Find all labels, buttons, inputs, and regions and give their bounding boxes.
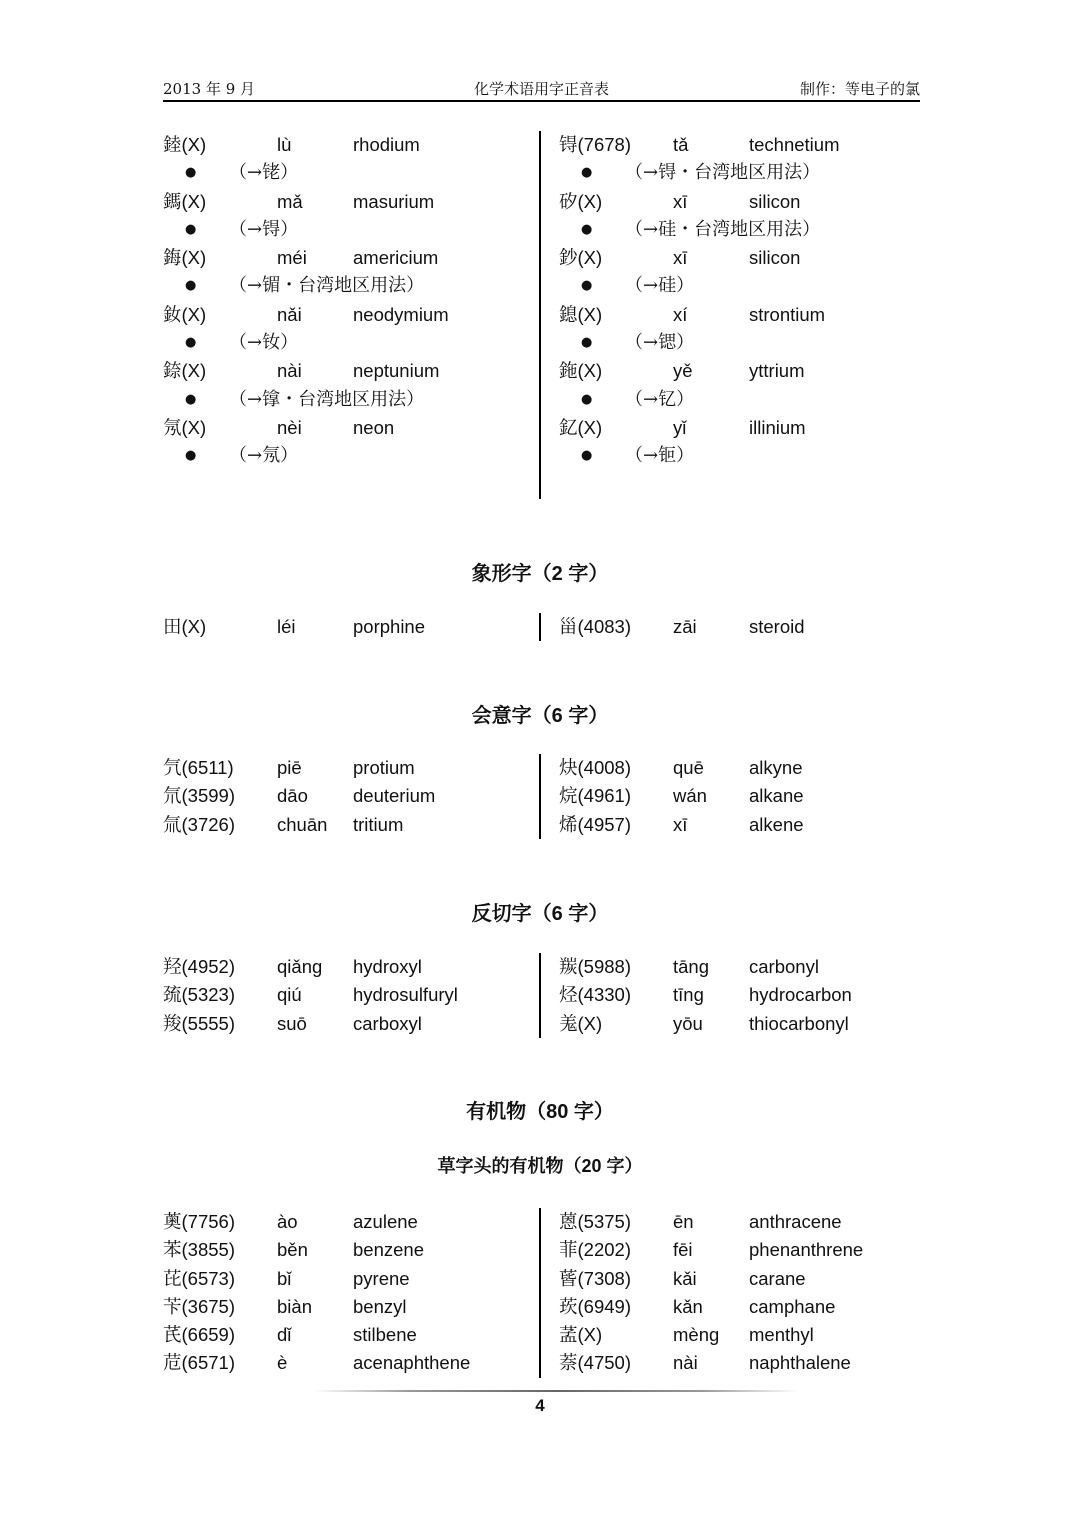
term-character: 釔(X): [559, 416, 603, 438]
term-pinyin: quē: [673, 757, 704, 778]
term-english: alkane: [749, 785, 804, 807]
term-english: masurium: [353, 190, 435, 212]
term-english: technetium: [749, 134, 840, 155]
term-row: [163, 782, 533, 810]
term-pinyin: nài: [277, 360, 302, 382]
term-english: benzene: [353, 1239, 424, 1261]
column-divider: [539, 1208, 541, 1378]
bullet-icon: ●: [185, 221, 197, 237]
left-column: [163, 953, 533, 1038]
term-pinyin: suō: [277, 1012, 307, 1034]
term-character: 蒽(5375): [559, 1211, 631, 1232]
term-pinyin: yǐ: [673, 416, 687, 438]
term-row: [559, 301, 920, 329]
term-character: 菲(2202): [559, 1239, 631, 1261]
bullet-icon: ●: [581, 221, 593, 237]
term-pinyin: tāng: [673, 956, 710, 977]
term-english: neodymium: [353, 303, 449, 325]
term-row: [559, 981, 920, 1009]
term-english: hydroxyl: [353, 956, 422, 977]
term-english: strontium: [749, 303, 826, 325]
note-text: （→镎・台湾地区用法）: [229, 388, 425, 410]
note-text: （→硅）: [625, 275, 695, 297]
term-character: 鎴(X): [559, 303, 603, 325]
column-divider: [539, 754, 541, 839]
term-english: azulene: [353, 1211, 418, 1232]
term-english: yttrium: [749, 360, 805, 382]
term-character: 鉇(X): [559, 360, 603, 382]
note-text: （→镅・台湾地区用法）: [229, 275, 425, 297]
term-row: [163, 811, 533, 839]
section-title-pictograph: 象形字（2 字）: [471, 563, 609, 585]
term-row: [559, 754, 920, 782]
column-divider: [539, 953, 541, 1038]
right-column: [559, 953, 920, 1038]
note-row: [559, 159, 920, 187]
bullet-icon: ●: [581, 165, 593, 181]
term-english: rhodium: [353, 134, 420, 155]
footer-divider: [313, 1390, 799, 1392]
term-row: [163, 357, 533, 385]
note-text: （→氖）: [229, 445, 299, 467]
term-character: 羧(5555): [163, 1012, 235, 1034]
section-title-organic: 有机物（80 字）: [466, 1101, 614, 1123]
bullet-icon: ●: [581, 391, 593, 407]
term-pinyin: tǎ: [673, 134, 689, 155]
term-row: [559, 131, 920, 159]
term-english: carbonyl: [749, 956, 819, 977]
term-row: [559, 1208, 920, 1236]
term-row: [163, 244, 533, 272]
term-row: [163, 613, 533, 641]
term-row: [559, 953, 920, 981]
term-english: carboxyl: [353, 1012, 422, 1034]
note-row: [559, 329, 920, 357]
term-pinyin: chuān: [277, 813, 328, 835]
term-english: silicon: [749, 247, 801, 269]
note-text: （→钕）: [229, 332, 299, 354]
term-character: 錼(X): [163, 360, 207, 382]
bullet-icon: ●: [581, 448, 593, 464]
term-row: [163, 1208, 533, 1236]
term-english: camphane: [749, 1295, 836, 1317]
header-date: 2013 年 9 月: [163, 80, 256, 98]
term-row: [163, 1349, 533, 1377]
term-english: neon: [353, 416, 395, 438]
term-character: 羗(X): [559, 1012, 603, 1034]
note-text: （→锝）: [229, 218, 299, 240]
note-row: [559, 386, 920, 414]
term-row: [559, 414, 920, 442]
note-text: （→锝・台湾地区用法）: [625, 162, 821, 184]
term-english: carane: [749, 1267, 806, 1289]
right-column: [559, 613, 920, 641]
term-row: [163, 1293, 533, 1321]
note-row: [559, 442, 920, 470]
term-pinyin: xī: [673, 190, 688, 212]
term-character: 巯(5323): [163, 984, 235, 1006]
note-text: （→锶）: [625, 332, 695, 354]
term-pinyin: kǎi: [673, 1267, 697, 1289]
term-english: neptunium: [353, 360, 440, 382]
term-pinyin: qiú: [277, 984, 302, 1006]
term-character: 烷(4961): [559, 785, 631, 807]
term-row: [559, 188, 920, 216]
term-english: stilbene: [353, 1324, 417, 1346]
term-character: 萘(4750): [559, 1352, 631, 1374]
term-pinyin: ēn: [673, 1211, 694, 1232]
term-character: 苯(3855): [163, 1239, 235, 1261]
term-pinyin: dāo: [277, 785, 308, 807]
term-character: 芘(6573): [163, 1267, 235, 1289]
term-english: benzyl: [353, 1295, 407, 1317]
term-row: [163, 981, 533, 1009]
term-english: hydrosulfuryl: [353, 984, 458, 1006]
note-text: （→钷）: [625, 445, 695, 467]
term-pinyin: è: [277, 1352, 288, 1374]
bullet-icon: ●: [185, 448, 197, 464]
term-pinyin: méi: [277, 247, 307, 269]
element-continued-table: [163, 131, 920, 499]
right-column: [559, 131, 920, 471]
term-character: 鋂(X): [163, 247, 207, 269]
term-pinyin: xī: [673, 247, 688, 269]
pictograph-table: [163, 613, 920, 641]
term-character: 烃(4330): [559, 984, 631, 1006]
bullet-icon: ●: [581, 335, 593, 351]
bullet-icon: ●: [185, 335, 197, 351]
term-character: 釹(X): [163, 303, 207, 325]
term-character: 鈔(X): [559, 247, 603, 269]
term-pinyin: bǐ: [277, 1267, 292, 1289]
right-column: [559, 754, 920, 839]
section-title-fanqie: 反切字（6 字）: [471, 903, 609, 925]
term-english: tritium: [353, 813, 404, 835]
term-pinyin: lù: [277, 134, 292, 155]
bullet-icon: ●: [185, 165, 197, 181]
column-divider: [539, 131, 541, 499]
term-english: americium: [353, 247, 439, 269]
term-english: protium: [353, 757, 415, 778]
subsection-title-grass-radical: 草字头的有机物（20 字）: [437, 1156, 643, 1176]
note-row: [163, 272, 533, 300]
note-row: [559, 216, 920, 244]
term-character: 烯(4957): [559, 813, 631, 835]
term-row: [163, 953, 533, 981]
term-pinyin: yōu: [673, 1012, 703, 1034]
term-pinyin: nǎi: [277, 303, 302, 325]
term-character: 矽(X): [559, 190, 603, 212]
note-row: [163, 329, 533, 357]
term-english: pyrene: [353, 1267, 410, 1289]
left-column: [163, 131, 533, 471]
term-pinyin: dǐ: [277, 1324, 292, 1346]
term-pinyin: ào: [277, 1211, 298, 1232]
term-pinyin: piē: [277, 757, 302, 778]
term-row: [559, 811, 920, 839]
section-title-compound: 会意字（6 字）: [471, 705, 609, 727]
term-english: silicon: [749, 190, 801, 212]
term-character: 芪(6659): [163, 1324, 235, 1346]
term-row: [559, 1293, 920, 1321]
term-pinyin: nài: [673, 1352, 698, 1374]
term-pinyin: nèi: [277, 416, 302, 438]
term-english: steroid: [749, 616, 805, 637]
term-character: 氘(3599): [163, 785, 235, 807]
note-text: （→钇）: [625, 388, 695, 410]
term-pinyin: xī: [673, 813, 688, 835]
term-pinyin: léi: [277, 616, 296, 637]
note-row: [559, 272, 920, 300]
term-character: 錴(X): [163, 134, 207, 155]
term-pinyin: fēi: [673, 1239, 693, 1261]
term-pinyin: xí: [673, 303, 688, 325]
left-column: [163, 1208, 533, 1378]
term-row: [559, 357, 920, 385]
term-row: [559, 1321, 920, 1349]
term-character: 䓝(X): [559, 1324, 603, 1346]
term-pinyin: qiǎng: [277, 956, 323, 977]
page-header: [163, 78, 920, 102]
term-row: [559, 782, 920, 810]
term-row: [163, 1321, 533, 1349]
note-row: [163, 386, 533, 414]
term-row: [163, 1236, 533, 1264]
term-character: 莰(6949): [559, 1295, 631, 1317]
term-english: illinium: [749, 416, 806, 438]
term-row: [559, 613, 920, 641]
term-character: 苄(3675): [163, 1295, 235, 1317]
term-row: [559, 1010, 920, 1038]
header-title: 化学术语用字正音表: [473, 80, 609, 98]
term-pinyin: mèng: [673, 1324, 720, 1346]
term-english: anthracene: [749, 1211, 842, 1232]
term-english: deuterium: [353, 785, 436, 807]
term-character: 氕(6511): [163, 757, 234, 778]
term-english: acenaphthene: [353, 1352, 471, 1374]
term-row: [163, 131, 533, 159]
term-english: phenanthrene: [749, 1239, 864, 1261]
term-pinyin: kǎn: [673, 1295, 703, 1317]
term-row: [163, 188, 533, 216]
term-row: [559, 1236, 920, 1264]
term-row: [163, 754, 533, 782]
term-english: menthyl: [749, 1324, 814, 1346]
term-character: 薁(7756): [163, 1211, 235, 1232]
bullet-icon: ●: [185, 278, 197, 294]
term-pinyin: zāi: [673, 616, 697, 637]
compound-table: [163, 754, 920, 839]
term-pinyin: yě: [673, 360, 693, 382]
term-character: 炔(4008): [559, 757, 631, 778]
note-text: （→硅・台湾地区用法）: [625, 218, 821, 240]
term-character: 锝(7678): [559, 134, 631, 155]
term-character: 苊(6571): [163, 1352, 235, 1374]
note-row: [163, 216, 533, 244]
term-character: 鎷(X): [163, 190, 207, 212]
term-english: alkene: [749, 813, 804, 835]
column-divider: [539, 613, 541, 641]
note-row: [163, 159, 533, 187]
page-number: 4: [535, 1396, 545, 1415]
term-character: 羰(5988): [559, 956, 631, 977]
term-character: 羟(4952): [163, 956, 235, 977]
bullet-icon: ●: [185, 391, 197, 407]
fanqie-table: [163, 953, 920, 1038]
organic-grass-table: [163, 1208, 920, 1378]
term-row: [163, 1010, 533, 1038]
term-character: 蒈(7308): [559, 1267, 631, 1289]
term-pinyin: wán: [673, 785, 707, 807]
term-english: hydrocarbon: [749, 984, 852, 1006]
term-row: [163, 414, 533, 442]
term-english: naphthalene: [749, 1352, 851, 1374]
right-column: [559, 1208, 920, 1378]
term-pinyin: biàn: [277, 1295, 312, 1317]
note-text: （→铑）: [229, 162, 299, 184]
term-english: alkyne: [749, 757, 803, 778]
term-english: porphine: [353, 616, 426, 637]
term-pinyin: běn: [277, 1239, 308, 1261]
left-column: [163, 613, 533, 641]
term-character: 甾(4083): [559, 616, 631, 637]
note-row: [163, 442, 533, 470]
bullet-icon: ●: [581, 278, 593, 294]
term-row: [559, 244, 920, 272]
term-english: thiocarbonyl: [749, 1012, 849, 1034]
term-row: [559, 1265, 920, 1293]
term-character: 氖(X): [163, 416, 207, 438]
term-character: 氚(3726): [163, 813, 235, 835]
term-pinyin: mǎ: [277, 190, 303, 212]
term-character: 田(X): [163, 616, 207, 637]
left-column: [163, 754, 533, 839]
term-row: [559, 1349, 920, 1377]
term-row: [163, 1265, 533, 1293]
term-pinyin: tīng: [673, 984, 704, 1006]
term-row: [163, 301, 533, 329]
header-author: 制作：等电子的氯: [799, 80, 920, 98]
